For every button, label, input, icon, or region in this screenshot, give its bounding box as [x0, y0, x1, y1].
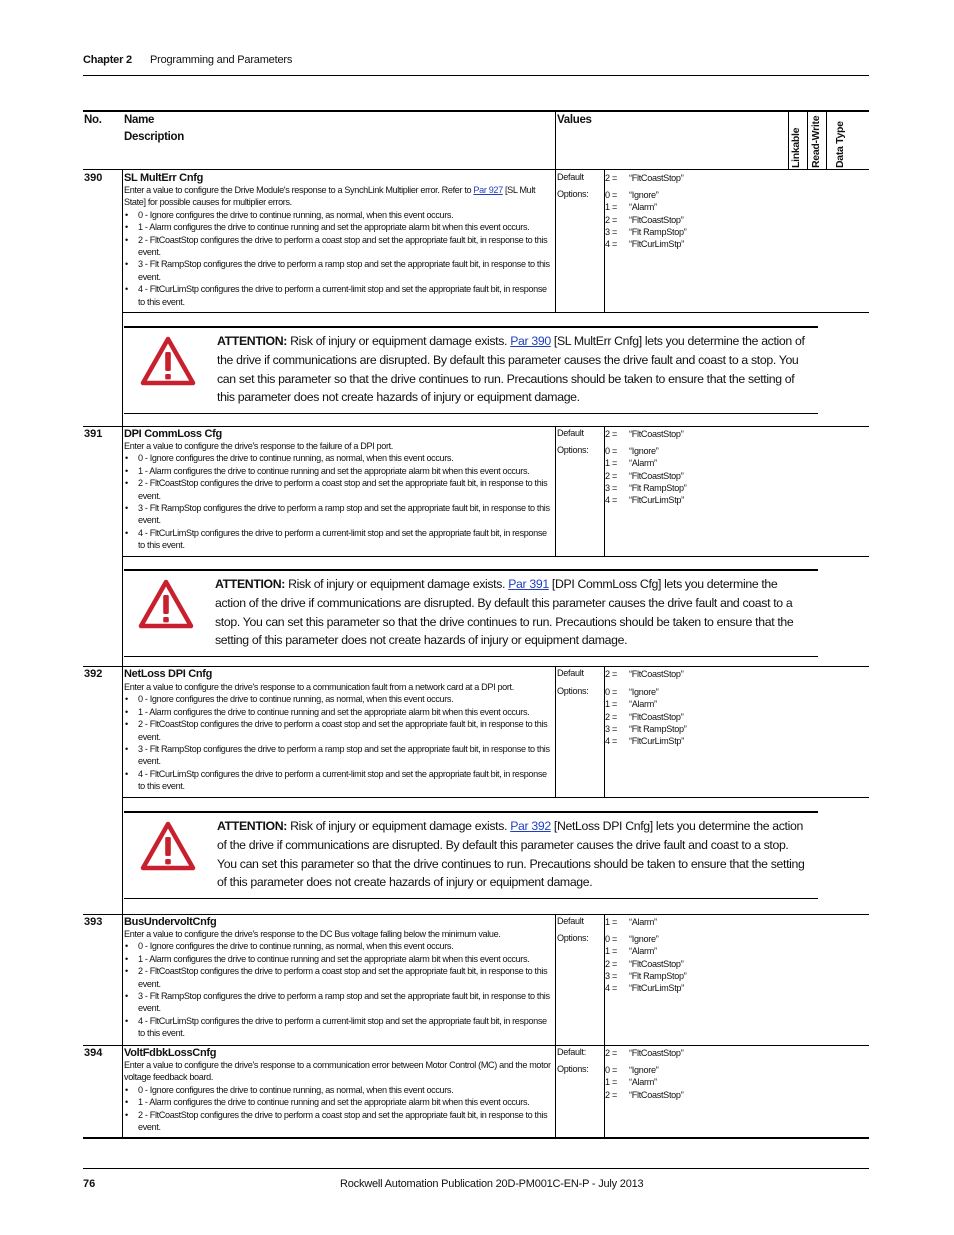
default-label: Default: — [557, 1047, 586, 1057]
option-key: 2 = — [605, 669, 617, 679]
description-intro: Enter a value to configure the drive's response to the failure of a DPI port. — [124, 441, 393, 451]
chapter-label: Chapter 2 — [83, 54, 132, 66]
attention-top-rule — [124, 569, 818, 571]
attention-bottom-rule — [124, 413, 818, 414]
option-key: 1 = — [605, 699, 617, 710]
values-divider — [555, 1046, 556, 1138]
option-value: “FltCoastStop” — [629, 958, 684, 969]
option-bullet: • 1 - Alarm configures the drive to continue running and set the appropriate alarm bit when this event occurs. — [124, 465, 552, 477]
option-value: “Alarm” — [629, 1077, 657, 1088]
options-label: Options: — [557, 445, 589, 455]
option-value: “Flt RampStop” — [629, 226, 687, 237]
option-bullet: • 4 - FltCurLimStp configures the drive to perform a current-limit stop and set the appropriate fault bit, in response to this event. — [124, 768, 552, 793]
option-key: 2 = — [605, 429, 617, 439]
option-bullet: • 4 - FltCurLimStp configures the drive to perform a current-limit stop and set the appropriate fault bit, in response to this event. — [124, 527, 552, 552]
default-label: Default — [557, 668, 584, 678]
attention-bottom-rule — [124, 898, 818, 899]
attention-text-start: Risk of injury or equipment damage exists. — [285, 577, 509, 591]
option-value: “FltCurLimStp” — [629, 736, 684, 747]
page-number: 76 — [83, 1178, 96, 1190]
options-label: Options: — [557, 686, 589, 696]
param-name: BusUndervoltCnfg — [124, 916, 217, 928]
option-bullet: • 2 - FltCoastStop configures the drive to perform a coast stop and set the appropriate fault bit, in response to this event. — [124, 718, 552, 743]
param-name: DPI CommLoss Cfg — [124, 428, 222, 440]
attention-top-rule — [124, 811, 818, 813]
option-key: 2 = — [605, 214, 617, 225]
description-intro: Enter a value to configure the drive's response to a communication error between Motor Control (MC) and the motor voltage feedback board. — [124, 1060, 551, 1083]
param-number: 391 — [84, 428, 103, 440]
option-value: “Ignore” — [629, 1065, 659, 1075]
option-key: 1 = — [605, 917, 617, 927]
option-key: 1 = — [605, 202, 617, 213]
default-label: Default — [557, 172, 584, 182]
option-key: 0 = — [605, 1065, 617, 1075]
option-key: 0 = — [605, 190, 617, 200]
attention-label: ATTENTION: — [217, 334, 288, 348]
row-rule — [83, 1045, 869, 1046]
option-key: 2 = — [605, 958, 617, 969]
default-value — [605, 172, 683, 184]
option-bullet: • 1 - Alarm configures the drive to continue running and set the appropriate alarm bit when this event occurs. — [124, 953, 552, 965]
attention-text-start: Risk of injury or equipment damage exists. — [287, 819, 511, 833]
option-value: “Ignore” — [629, 934, 659, 944]
option-value: “Alarm” — [629, 917, 657, 927]
options-label: Options: — [557, 933, 589, 943]
options-list — [605, 1064, 683, 1101]
param-name: SL MultErr Cnfg — [124, 172, 204, 184]
col-header-description: Description — [124, 131, 184, 143]
default-label: Default — [557, 916, 584, 926]
option-key: 0 = — [605, 446, 617, 456]
row-rule — [122, 556, 869, 557]
values-divider — [555, 170, 556, 312]
header-divider-readwrite — [807, 112, 808, 169]
option-key: 4 = — [605, 736, 617, 747]
default-value — [605, 668, 683, 680]
attention-text-end: [DPI CommLoss Cfg] lets you determine the action of the drive if communications are disrupted. By default this parameter causes the drive fault and coast to a stop. You can set this parameter so that the drive continues to run. Precautions should be taken to ensure that the setting of this parameter does not create hazards of injury or equipment damage. — [215, 577, 794, 648]
par-391-link[interactable]: Par 391 — [508, 577, 549, 591]
values-divider — [555, 667, 556, 797]
col-header-name: Name — [124, 114, 155, 126]
option-value: “FltCoastStop” — [629, 470, 684, 481]
option-key: 3 = — [605, 970, 617, 981]
description-intro-end: [SL Mult State] for possible causes for multiplier errors. — [124, 185, 536, 208]
option-key: 2 = — [605, 711, 617, 722]
option-value: “Alarm” — [629, 946, 657, 957]
param-number: 392 — [84, 668, 103, 680]
option-key: 2 = — [605, 1048, 617, 1058]
values-divider — [604, 667, 605, 797]
row-rule — [122, 312, 869, 313]
option-key: 4 = — [605, 983, 617, 994]
option-key: 1 = — [605, 946, 617, 957]
attention-text — [215, 575, 805, 650]
option-key: 2 = — [605, 173, 617, 183]
option-bullet: • 1 - Alarm configures the drive to continue running and set the appropriate alarm bit when this event occurs. — [124, 706, 552, 718]
description-intro: Enter a value to configure the drive's response to the DC Bus voltage falling below the minimum value. — [124, 929, 501, 939]
table-top-rule — [83, 110, 869, 112]
option-value: “Ignore” — [629, 446, 659, 456]
param-name: NetLoss DPI Cnfg — [124, 668, 213, 680]
table-header-rule — [83, 169, 869, 170]
col-header-read-write: Read-Write — [810, 115, 822, 168]
option-value: “FltCoastStop” — [629, 669, 684, 679]
option-key: 3 = — [605, 723, 617, 734]
param-description — [124, 1059, 552, 1133]
footer-rule — [83, 1168, 869, 1169]
warning-triangle-icon — [140, 336, 196, 386]
attention-label: ATTENTION: — [215, 577, 286, 591]
option-bullet: • 0 - Ignore configures the drive to continue running, as normal, when this event occurs. — [124, 1084, 552, 1096]
option-bullet: • 2 - FltCoastStop configures the drive to perform a coast stop and set the appropriate fault bit, in response to this event. — [124, 234, 552, 259]
option-key: 0 = — [605, 687, 617, 697]
options-label: Options: — [557, 1064, 589, 1074]
row-rule — [83, 666, 869, 667]
attention-top-rule — [124, 326, 818, 328]
param-name: VoltFdbkLossCnfg — [124, 1047, 217, 1059]
attention-text-start: Risk of injury or equipment damage exists. — [287, 334, 511, 348]
option-value: “Alarm” — [629, 699, 657, 710]
table-bottom-rule — [83, 1137, 869, 1139]
option-bullet: • 4 - FltCurLimStp configures the drive to perform a current-limit stop and set the appropriate fault bit, in response to this event. — [124, 283, 552, 308]
option-bullet: • 0 - Ignore configures the drive to continue running, as normal, when this event occurs. — [124, 940, 552, 952]
col-header-data-type: Data Type — [834, 121, 846, 168]
option-value: “FltCoastStop” — [629, 711, 684, 722]
option-bullet: • 3 - Flt RampStop configures the drive to perform a ramp stop and set the appropriate fault bit, in response to this event. — [124, 743, 552, 768]
col-header-linkable: Linkable — [790, 127, 802, 168]
header-rule — [83, 75, 869, 76]
option-key: 1 = — [605, 458, 617, 469]
option-key: 2 = — [605, 1089, 617, 1100]
col-header-no: No. — [84, 114, 102, 126]
option-key: 1 = — [605, 1077, 617, 1088]
option-value: “Ignore” — [629, 190, 659, 200]
option-bullet: • 3 - Flt RampStop configures the drive to perform a ramp stop and set the appropriate fault bit, in response to this event. — [124, 502, 552, 527]
option-value: “FltCurLimStp” — [629, 983, 684, 994]
par-927-link[interactable]: Par 927 — [473, 185, 503, 195]
options-list — [605, 445, 686, 506]
section-title: Programming and Parameters — [150, 54, 293, 66]
attention-text-end: [NetLoss DPI Cnfg] lets you determine the action of the drive if communications are disrupted. By default this parameter causes the drive fault and coast to a stop. You can set this parameter so that the drive continues to run. Precautions should be taken to ensure that the setting of this parameter does not create hazards of injury or equipment damage. — [217, 819, 805, 890]
option-bullet: • 0 - Ignore configures the drive to continue running, as normal, when this event occurs. — [124, 693, 552, 705]
option-key: 3 = — [605, 482, 617, 493]
option-value: “FltCoastStop” — [629, 429, 684, 439]
option-value: “Flt RampStop” — [629, 970, 687, 981]
default-label: Default — [557, 428, 584, 438]
option-value: “Flt RampStop” — [629, 723, 687, 734]
param-description — [124, 440, 552, 552]
par-392-link[interactable]: Par 392 — [510, 819, 551, 833]
row-rule — [83, 914, 869, 915]
param-number: 390 — [84, 172, 103, 184]
param-number: 394 — [84, 1047, 103, 1059]
values-divider — [604, 427, 605, 556]
default-value — [605, 916, 657, 928]
param-description — [124, 184, 552, 308]
values-divider — [555, 427, 556, 556]
default-value — [605, 1047, 683, 1059]
row-rule — [122, 797, 869, 798]
param-number: 393 — [84, 916, 103, 928]
option-bullet: • 0 - Ignore configures the drive to continue running, as normal, when this event occurs. — [124, 209, 552, 221]
warning-triangle-icon — [138, 579, 194, 629]
attention-text — [217, 817, 807, 892]
option-value: “FltCoastStop” — [629, 214, 684, 225]
values-divider — [604, 1046, 605, 1138]
values-divider — [555, 915, 556, 1045]
param-description — [124, 928, 552, 1040]
option-value: “FltCoastStop” — [629, 173, 684, 183]
option-bullet: • 2 - FltCoastStop configures the drive to perform a coast stop and set the appropriate fault bit, in response to this event. — [124, 477, 552, 502]
values-divider — [604, 170, 605, 312]
option-bullet: • 2 - FltCoastStop configures the drive to perform a coast stop and set the appropriate fault bit, in response to this event. — [124, 1109, 552, 1134]
row-rule — [83, 426, 869, 427]
option-value: “FltCurLimStp” — [629, 239, 684, 250]
option-key: 3 = — [605, 226, 617, 237]
warning-triangle-icon — [140, 821, 196, 871]
options-list — [605, 189, 686, 250]
col-header-values: Values — [557, 114, 592, 126]
option-value: “FltCurLimStp” — [629, 495, 684, 506]
option-bullet: • 0 - Ignore configures the drive to continue running, as normal, when this event occurs. — [124, 452, 552, 464]
option-bullet: • 1 - Alarm configures the drive to continue running and set the appropriate alarm bit when this event occurs. — [124, 1096, 552, 1108]
option-key: 4 = — [605, 495, 617, 506]
header-divider-datatype — [826, 112, 827, 169]
attention-bottom-rule — [124, 656, 818, 657]
option-key: 2 = — [605, 470, 617, 481]
option-key: 4 = — [605, 239, 617, 250]
option-bullet: • 1 - Alarm configures the drive to continue running and set the appropriate alarm bit when this event occurs. — [124, 221, 552, 233]
option-bullet: • 3 - Flt RampStop configures the drive to perform a ramp stop and set the appropriate fault bit, in response to this event. — [124, 258, 552, 283]
name-column-divider — [122, 169, 123, 1138]
options-list — [605, 933, 686, 994]
option-value: “Ignore” — [629, 687, 659, 697]
option-bullet: • 2 - FltCoastStop configures the drive to perform a coast stop and set the appropriate fault bit, in response to this event. — [124, 965, 552, 990]
option-bullet: • 3 - Flt RampStop configures the drive to perform a ramp stop and set the appropriate fault bit, in response to this event. — [124, 990, 552, 1015]
option-value: “Alarm” — [629, 202, 657, 213]
option-value: “FltCoastStop” — [629, 1089, 684, 1100]
description-intro: Enter a value to configure the Drive Module's response to a SynchLink Multiplier error. Refer to — [124, 185, 474, 195]
values-divider — [604, 915, 605, 1045]
option-bullet: • 4 - FltCurLimStp configures the drive to perform a current-limit stop and set the appropriate fault bit, in response to this event. — [124, 1015, 552, 1040]
description-intro: Enter a value to configure the drive's response to a communication fault from a network card at a DPI port. — [124, 682, 514, 692]
publication-info: Rockwell Automation Publication 20D-PM001C-EN-P - July 2013 — [340, 1178, 644, 1190]
options-label: Options: — [557, 189, 589, 199]
par-390-link[interactable]: Par 390 — [510, 334, 551, 348]
option-value: “FltCoastStop” — [629, 1048, 684, 1058]
attention-text — [217, 332, 807, 407]
attention-text-end: [SL MultErr Cnfg] lets you determine the action of the drive if communications are disrupted. By default this parameter causes the drive fault and coast to a stop. You can set this parameter so that the drive continues to run. Precautions should be taken to ensure that the setting of this parameter does not create hazards of injury or equipment damage. — [217, 334, 805, 405]
param-description — [124, 681, 552, 793]
header-divider-values — [555, 112, 556, 169]
option-value: “Flt RampStop” — [629, 482, 687, 493]
default-value — [605, 428, 683, 440]
attention-label: ATTENTION: — [217, 819, 288, 833]
options-list — [605, 686, 686, 747]
header-divider-linkable — [788, 112, 789, 169]
option-key: 0 = — [605, 934, 617, 944]
option-value: “Alarm” — [629, 458, 657, 469]
